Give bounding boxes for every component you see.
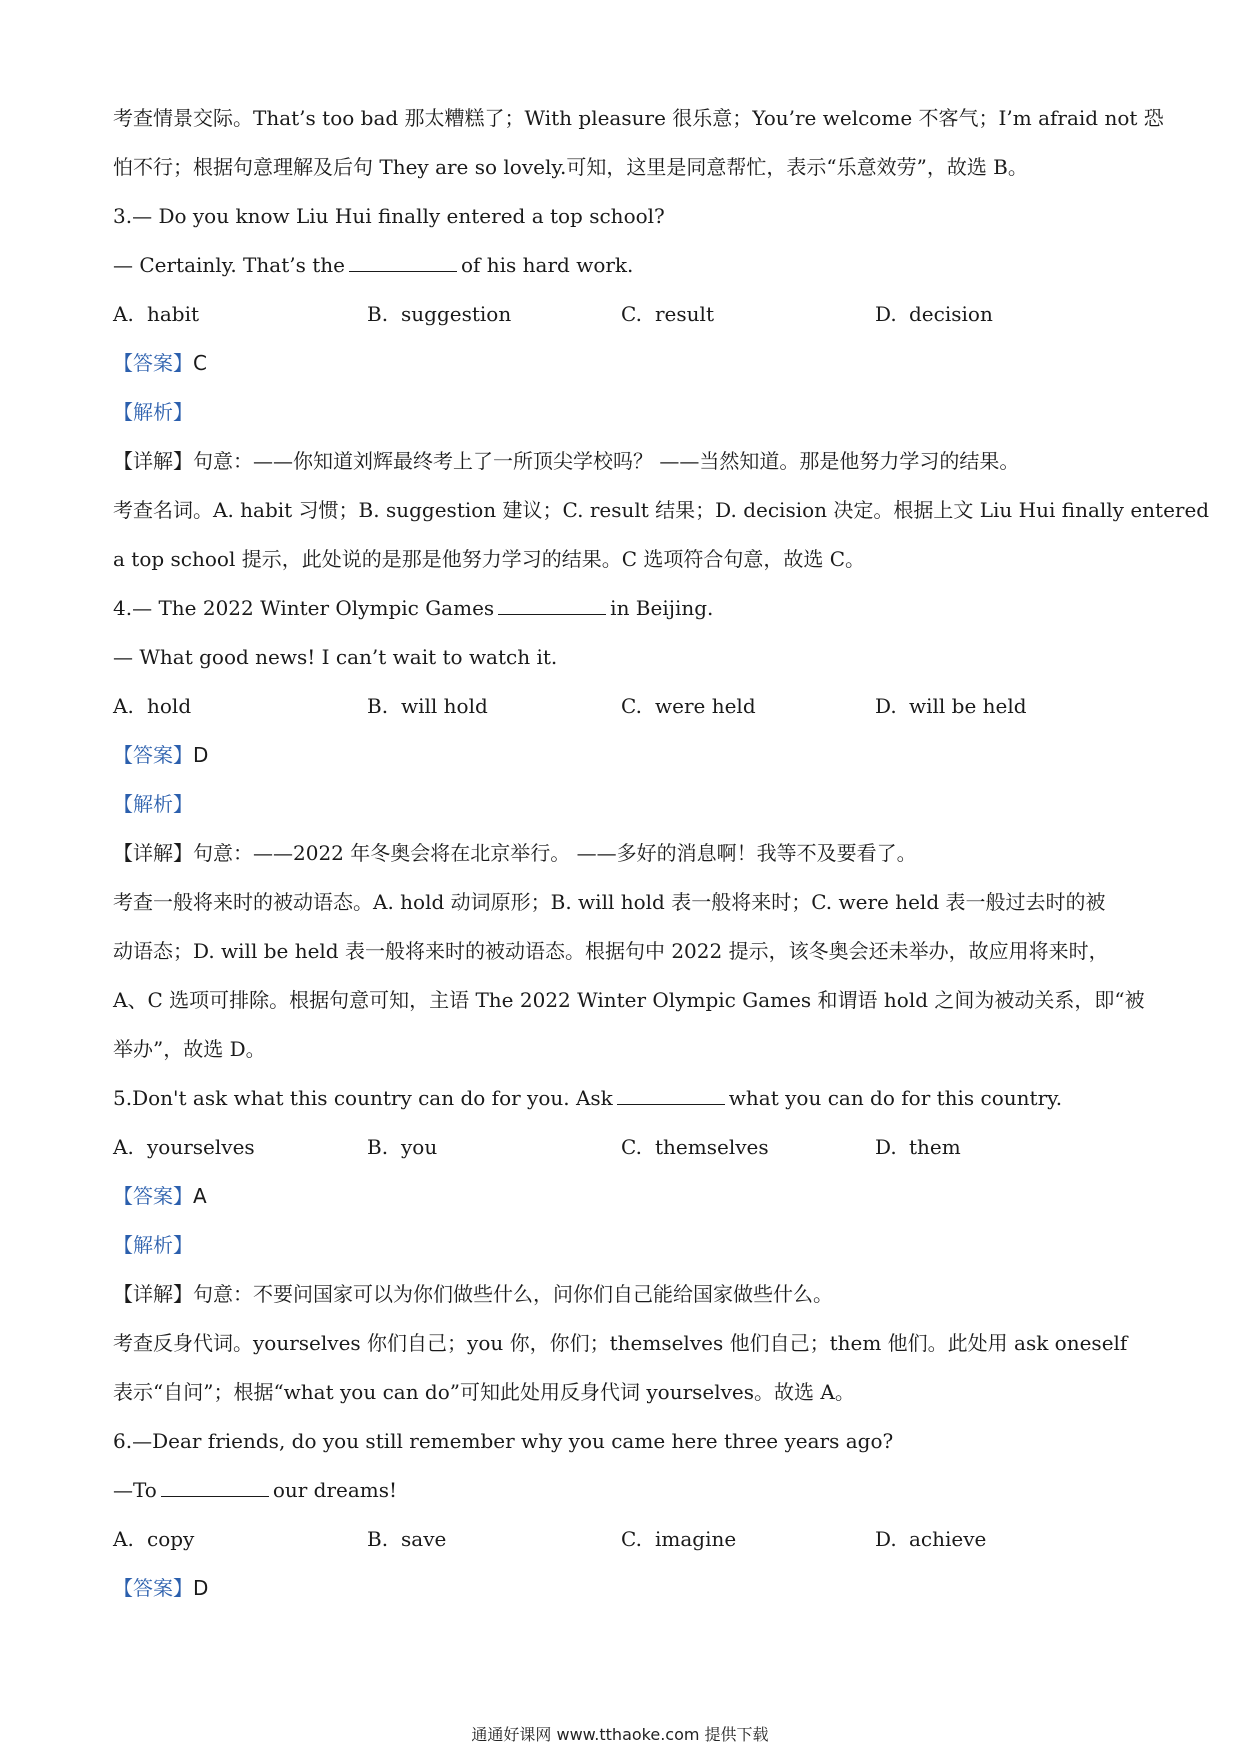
option-b: B. save — [367, 1527, 447, 1551]
question-6-line-2: —To our dreams! — [113, 1478, 398, 1502]
answer-value: A — [193, 1184, 207, 1208]
option-a: A. hold — [113, 694, 192, 718]
question-6-options — [113, 1524, 1133, 1554]
answer-blank — [498, 594, 606, 615]
intro-line-2: 怕不行；根据句意理解及后句 They are so lovely.可知，这里是同意帮忙，表示“乐意效劳”，故选 B。 — [113, 155, 1028, 179]
question-4-line-1: 4.— The 2022 Winter Olympic Games in Beijing. — [113, 596, 714, 620]
question-3-answer — [113, 348, 1133, 378]
question-3-detail-3: a top school 提示，此处说的是那是他努力学习的结果。C 选项符合句意，故选 C。 — [113, 547, 866, 571]
option-b: B. will hold — [367, 694, 488, 718]
question-3-detail-2: 考查名词。A. habit 习惯；B. suggestion 建议；C. result 结果；D. decision 决定。根据上文 Liu Hui finally entered — [113, 498, 1210, 522]
question-5-detail-3: 表示“自问”；根据“what you can do”可知此处用反身代词 yourselves。故选 A。 — [113, 1380, 855, 1404]
answer-tag: 【答案】 — [113, 351, 193, 375]
answer-blank — [349, 251, 457, 272]
question-5-detail-2: 考查反身代词。yourselves 你们自己；you 你，你们；themselves 他们自己；them 他们。此处用 ask oneself — [113, 1331, 1128, 1355]
question-5-analysis-tag: 【解析】 — [113, 1233, 193, 1257]
option-a: A. habit — [113, 302, 200, 326]
answer-blank — [161, 1476, 269, 1497]
answer-value: D — [193, 1576, 209, 1600]
answer-blank — [617, 1084, 725, 1105]
question-6-line-1: 6.—Dear friends, do you still remember why you came here three years ago? — [113, 1429, 894, 1453]
question-4-detail-3: 动语态；D. will be held 表一般将来时的被动语态。根据句中 2022 提示，该冬奥会还未举办，故应用将来时， — [113, 939, 1109, 963]
option-d: D. will be held — [875, 694, 1027, 718]
question-4-options — [113, 691, 1133, 721]
option-c: C. result — [621, 302, 714, 326]
question-6-answer — [113, 1573, 1133, 1603]
question-5-line-1: 5.Don't ask what this country can do for you. Ask what you can do for this country. — [113, 1086, 1063, 1110]
question-3-detail-1: 【详解】句意：——你知道刘辉最终考上了一所顶尖学校吗？ ——当然知道。那是他努力学习的结果。 — [113, 449, 1020, 473]
question-4-answer — [113, 740, 1133, 770]
option-d: D. them — [875, 1135, 961, 1159]
answer-value: D — [193, 743, 209, 767]
option-c: C. imagine — [621, 1527, 737, 1551]
question-3-options — [113, 299, 1133, 329]
question-3-line-1: 3.— Do you know Liu Hui finally entered a top school? — [113, 204, 665, 228]
option-b: B. suggestion — [367, 302, 512, 326]
option-c: C. were held — [621, 694, 756, 718]
option-d: D. decision — [875, 302, 993, 326]
question-4-detail-2: 考查一般将来时的被动语态。A. hold 动词原形；B. will hold 表一般将来时；C. were held 表一般过去时的被 — [113, 890, 1106, 914]
answer-tag: 【答案】 — [113, 743, 193, 767]
option-a: A. copy — [113, 1527, 195, 1551]
answer-value: C — [193, 351, 207, 375]
answer-tag: 【答案】 — [113, 1576, 193, 1600]
question-4-detail-4: A、C 选项可排除。根据句意可知，主语 The 2022 Winter Olympic Games 和谓语 hold 之间为被动关系，即“被 — [113, 988, 1145, 1012]
question-3-analysis-tag: 【解析】 — [113, 400, 193, 424]
question-5-options — [113, 1132, 1133, 1162]
answer-tag: 【答案】 — [113, 1184, 193, 1208]
option-b: B. you — [367, 1135, 438, 1159]
question-5-detail-1: 【详解】句意：不要问国家可以为你们做些什么，问你们自己能给国家做些什么。 — [113, 1282, 833, 1306]
option-a: A. yourselves — [113, 1135, 255, 1159]
question-5-answer — [113, 1181, 1133, 1211]
page-footer[interactable]: 通通好课网 www.tthaoke.com 提供下载 — [471, 1725, 769, 1744]
question-4-line-2: — What good news! I can’t wait to watch it. — [113, 645, 558, 669]
question-4-detail-1: 【详解】句意：——2022 年冬奥会将在北京举行。 ——多好的消息啊！我等不及要看了。 — [113, 841, 917, 865]
question-4-analysis-tag: 【解析】 — [113, 792, 193, 816]
option-d: D. achieve — [875, 1527, 987, 1551]
question-3-line-2: — Certainly. That’s the of his hard work. — [113, 253, 634, 277]
intro-line-1: 考查情景交际。That’s too bad 那太糟糕了；With pleasure 很乐意；You’re welcome 不客气；I’m afraid not 恐 — [113, 106, 1164, 130]
option-c: C. themselves — [621, 1135, 769, 1159]
question-4-detail-5: 举办”，故选 D。 — [113, 1037, 266, 1061]
